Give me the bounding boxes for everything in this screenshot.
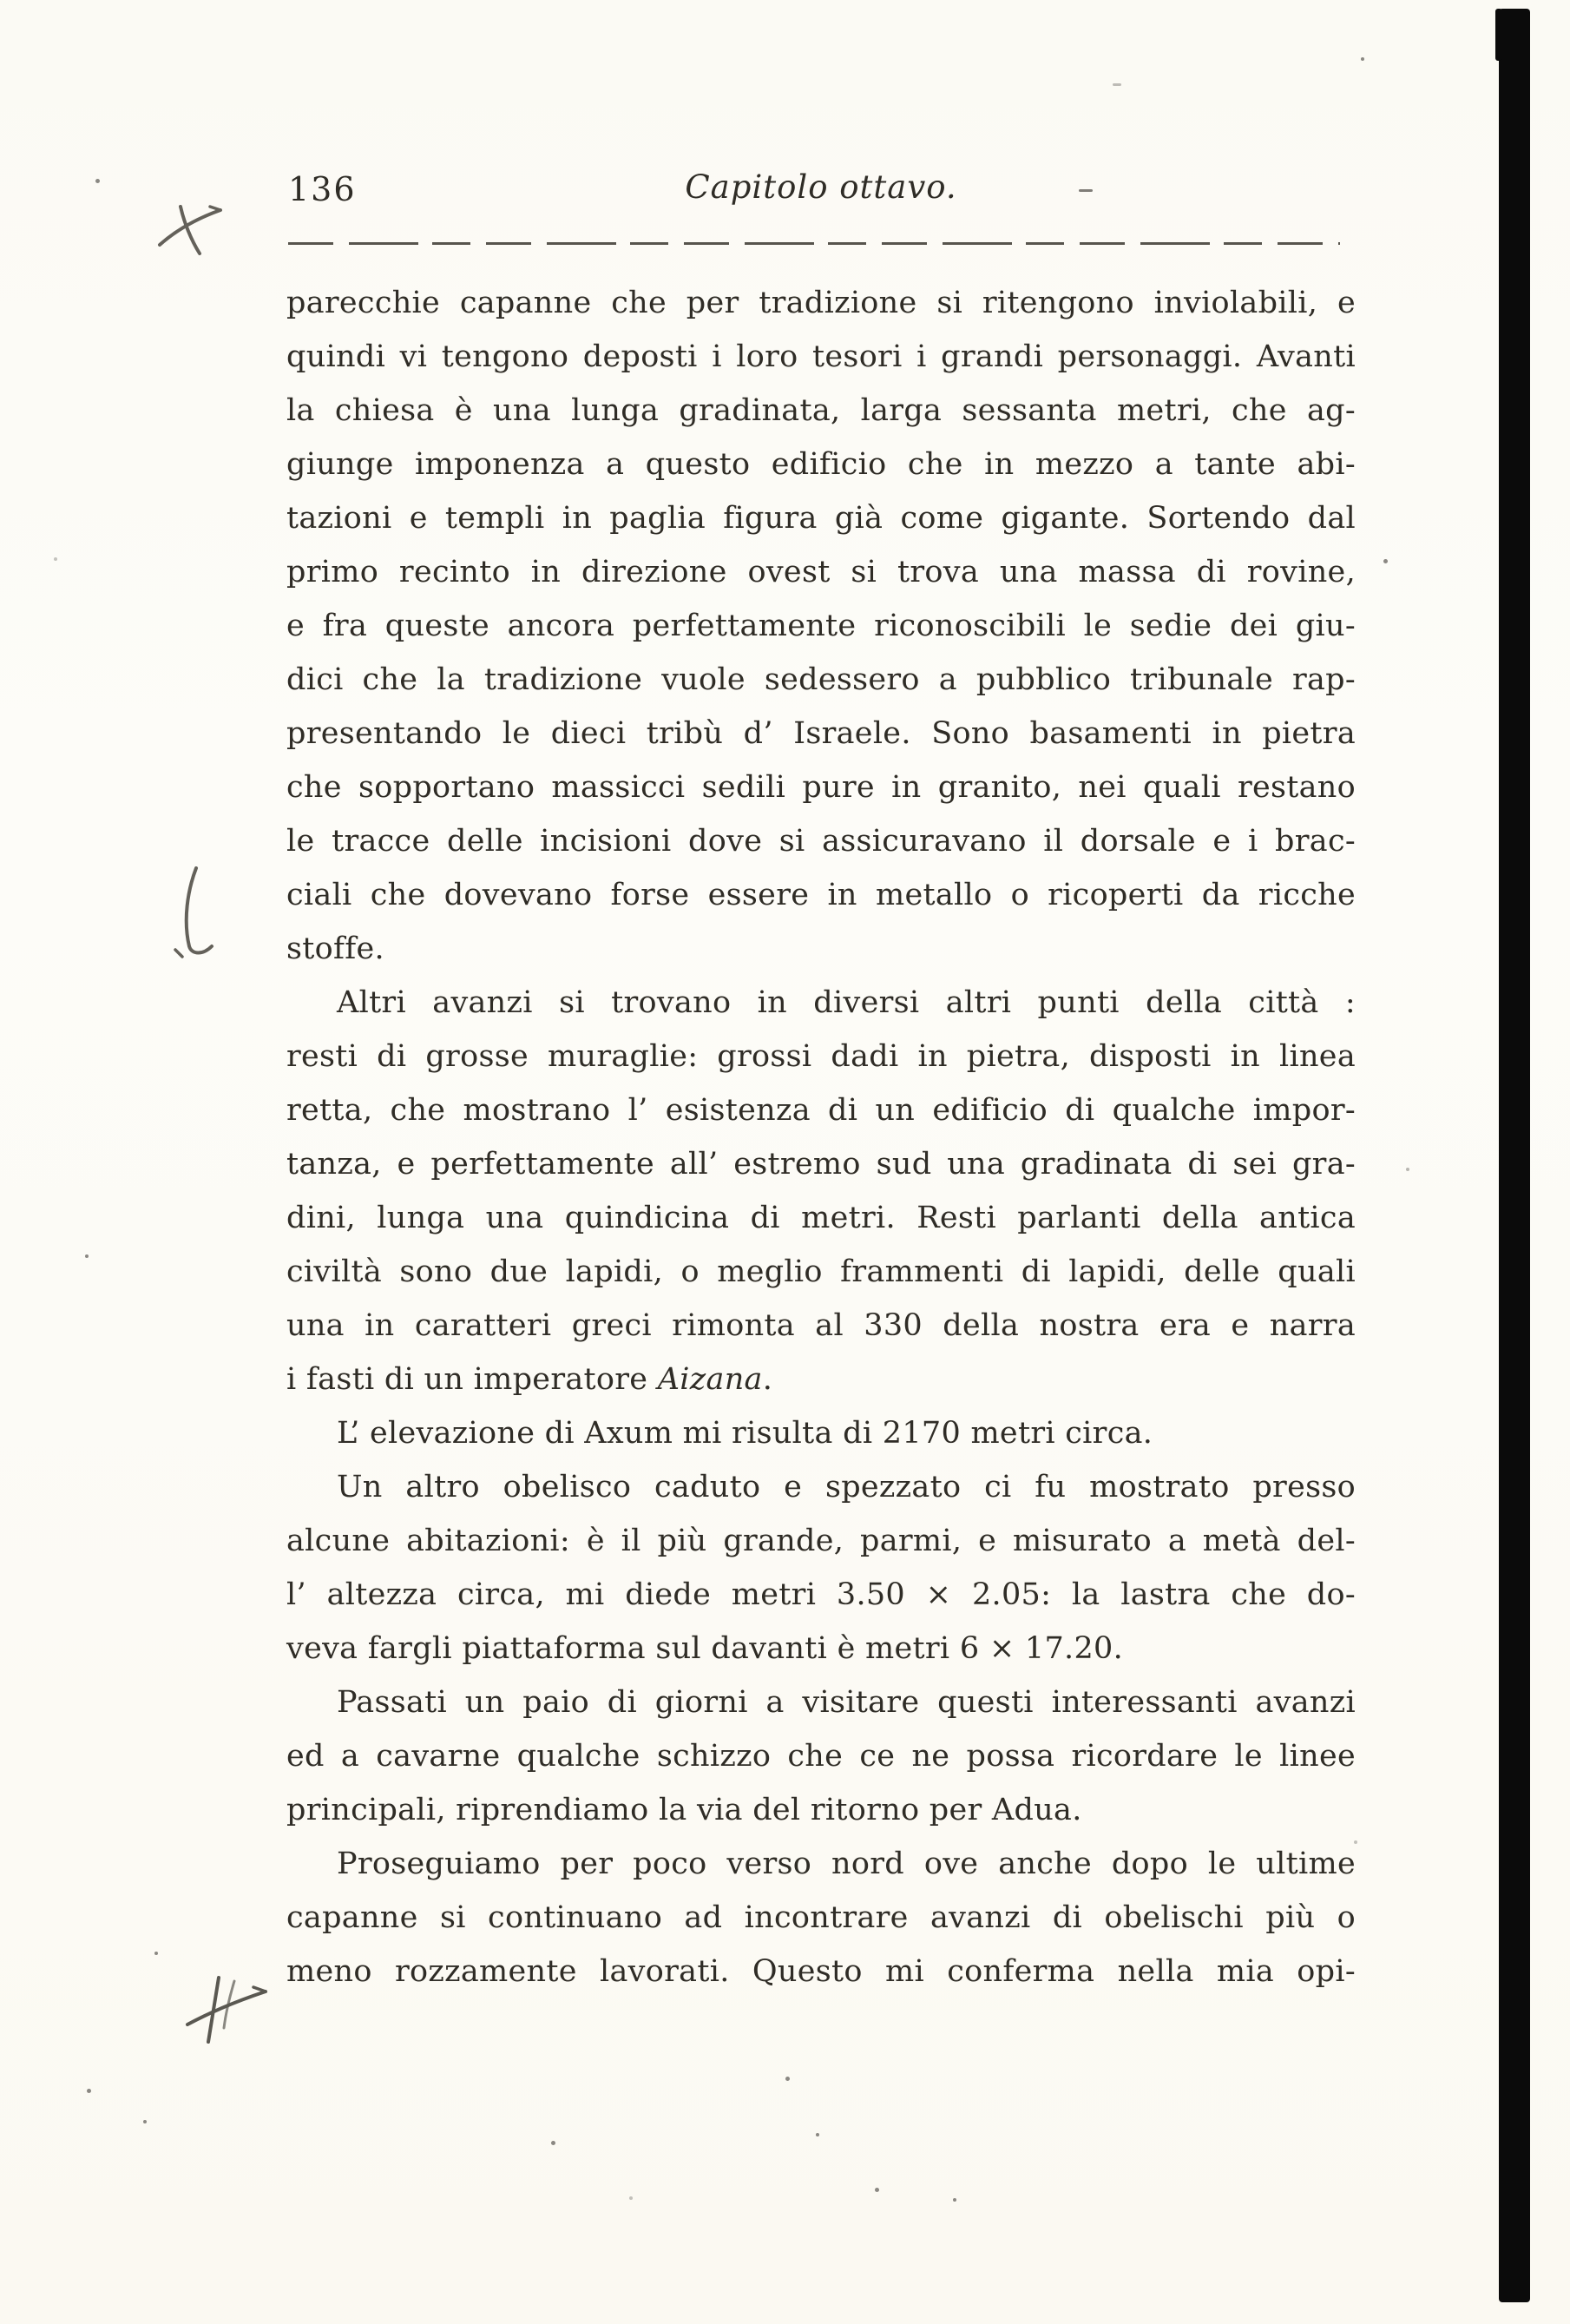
text-line: i fasti di un imperatore Aizana. <box>286 1362 773 1397</box>
text-line: L’ elevazione di Axum mi risulta di 2170 metri circa. <box>337 1416 1153 1451</box>
scan-speck <box>1383 559 1388 563</box>
scan-speck <box>953 2198 956 2202</box>
handwritten-l-mark-icon <box>170 865 222 962</box>
text-line: l’ altezza circa, mi diede metri 3.50 × 2.05: la lastra che do- <box>286 1577 1356 1612</box>
text-line: Un altro obelisco caduto e spezzato ci fu mostrato presso <box>337 1470 1356 1504</box>
scan-speck <box>1361 57 1364 61</box>
page-header <box>286 168 1356 217</box>
text-line: tazioni e templi in paglia figura già come gigante. Sortendo dal <box>286 501 1356 536</box>
scan-speck <box>143 2120 147 2123</box>
text-line: la chiesa è una lunga gradinata, larga sessanta metri, che ag- <box>286 393 1356 428</box>
text-line: veva fargli piattaforma sul davanti è metri 6 × 17.20. <box>286 1631 1124 1666</box>
text-line: ciali che dovevano forse essere in metallo o ricoperti da ricche <box>286 878 1356 912</box>
text-line: alcune abitazioni: è il più grande, parmi, e misurato a metà del- <box>286 1524 1356 1558</box>
text-line: quindi vi tengono deposti i loro tesori i grandi personaggi. Avanti <box>286 339 1356 374</box>
scan-speck <box>1354 1840 1357 1844</box>
text-line: una in caratteri greci rimonta al 330 della nostra era e narra <box>286 1308 1356 1343</box>
text-line: che sopportano massicci sedili pure in granito, nei quali restano <box>286 770 1356 805</box>
text-line: meno rozzamente lavorati. Questo mi conferma nella mia opi- <box>286 1954 1356 1989</box>
handwritten-cross-mark-icon <box>154 200 227 262</box>
text-line: capanne si continuano ad incontrare avanzi di obelischi più o <box>286 1900 1356 1935</box>
text-line: Proseguiamo per poco verso nord ove anche dopo le ultime <box>337 1847 1356 1881</box>
text-line: Altri avanzi si trovano in diversi altri punti della città : <box>337 985 1356 1020</box>
scan-edge-bar <box>1499 9 1530 2302</box>
header-rule <box>288 242 1340 245</box>
text-line: retta, che mostrano l’ esistenza di un edificio di qualche impor- <box>286 1093 1356 1128</box>
text-line: dici che la tradizione vuole sedessero a pubblico tribunale rap- <box>286 662 1356 697</box>
scan-speck <box>95 179 100 183</box>
text-line: resti di grosse muraglie: grossi dadi in pietra, disposti in linea <box>286 1039 1356 1074</box>
paragraphs <box>286 276 1356 1998</box>
page-number: 136 <box>288 170 357 208</box>
scan-speck <box>1113 83 1121 86</box>
text-line: parecchie capanne che per tradizione si ritengono inviolabili, e <box>286 286 1356 320</box>
scan-speck <box>551 2141 555 2145</box>
handwritten-arrow-mark-icon <box>184 1972 271 2049</box>
scan-speck <box>1079 189 1093 192</box>
text-line: giunge imponenza a questo edificio che in mezzo a tante abi- <box>286 447 1356 482</box>
text-line: stoffe. <box>286 932 384 966</box>
text-line: primo recinto in direzione ovest si trova una massa di rovine, <box>286 555 1356 589</box>
text-line: tanza, e perfettamente all’ estremo sud una gradinata di sei gra- <box>286 1147 1356 1182</box>
scan-speck <box>629 2196 633 2200</box>
text-line: le tracce delle incisioni dove si assicuravano il dorsale e i brac- <box>286 824 1356 859</box>
text-line: principali, riprendiamo la via del ritorno per Adua. <box>286 1793 1082 1827</box>
scan-speck <box>875 2188 879 2192</box>
text-line: presentando le dieci tribù d’ Israele. Sono basamenti in pietra <box>286 716 1356 751</box>
scan-speck <box>1406 1168 1409 1171</box>
text-line: e fra queste ancora perfettamente riconoscibili le sedie dei giu- <box>286 609 1356 643</box>
scan-speck <box>785 2077 790 2081</box>
scan-speck <box>85 1254 89 1258</box>
text-line: Passati un paio di giorni a visitare questi interessanti avanzi <box>337 1685 1356 1720</box>
scan-speck <box>816 2133 819 2136</box>
scan-speck <box>87 2089 91 2093</box>
text-line: dini, lunga una quindicina di metri. Resti parlanti della antica <box>286 1201 1356 1235</box>
scan-speck <box>154 1952 158 1955</box>
chapter-title: Capitolo ottavo. <box>685 168 957 206</box>
text-line: ed a cavarne qualche schizzo che ce ne possa ricordare le linee <box>286 1739 1356 1774</box>
scan-speck <box>54 557 57 561</box>
text-line: civiltà sono due lapidi, o meglio frammenti di lapidi, delle quali <box>286 1254 1356 1289</box>
